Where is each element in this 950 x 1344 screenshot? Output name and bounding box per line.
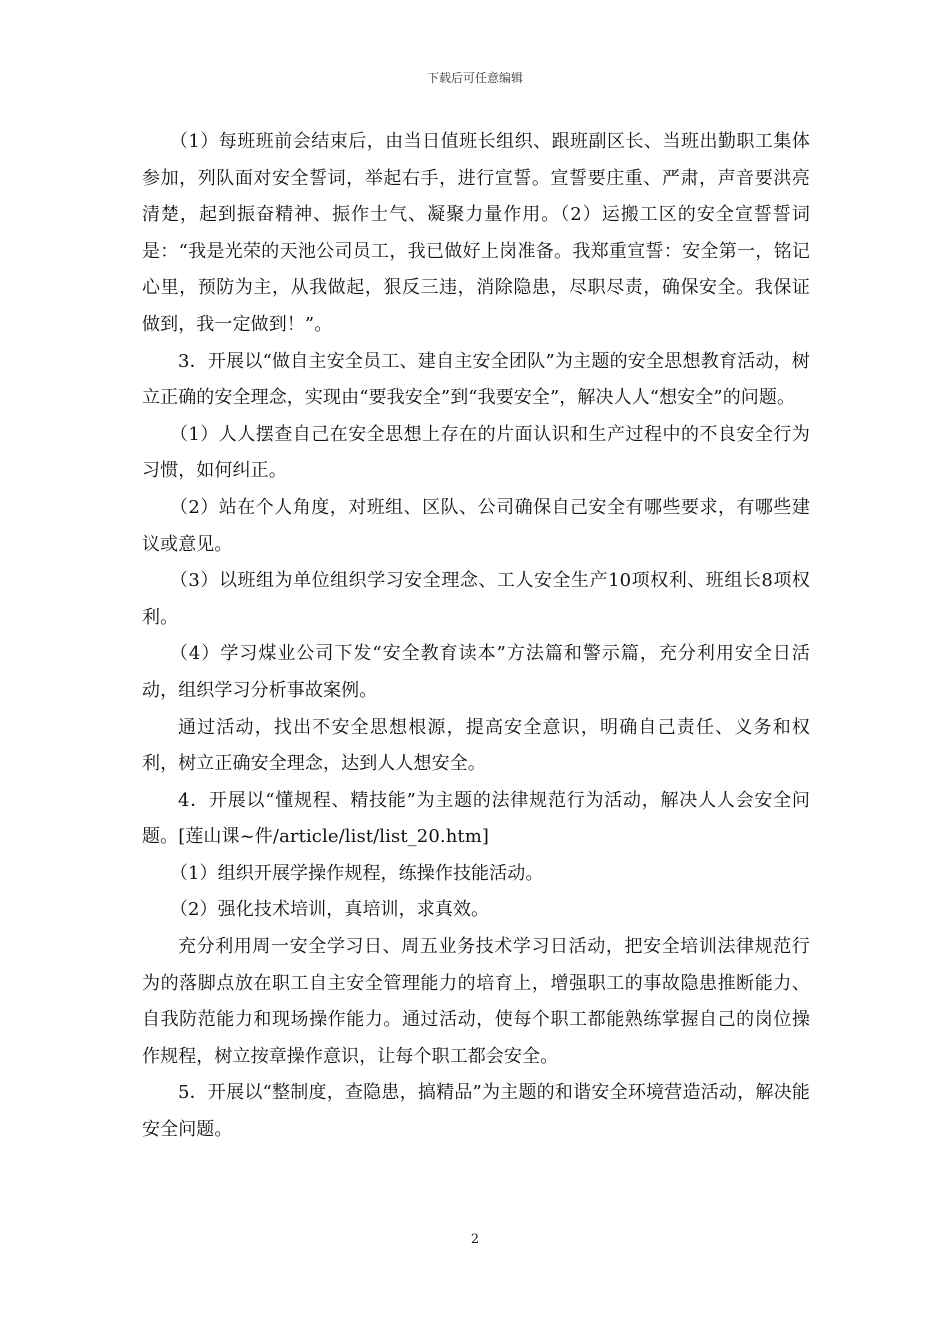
page-number: 2	[470, 1232, 480, 1247]
paragraph-section-5: 5．开展以“整制度，查隐患，搞精品”为主题的和谐安全环境营造活动，解决能安全问题。	[142, 1082, 810, 1141]
paragraph-item-1: （1）人人摆查自己在安全思想上存在的片面认识和生产过程中的不良安全行为习惯，如何纠正。	[142, 423, 810, 482]
paragraph-item-4: （4）学习煤业公司下发“安全教育读本”方法篇和警示篇，充分利用安全日活动，组织学习分析事故案例。	[142, 643, 810, 701]
paragraph-item-3: （3）以班组为单位组织学习安全理念、工人安全生产10项权利、班组长8项权利。	[142, 570, 810, 628]
paragraph-summary-3: 通过活动，找出不安全思想根源，提高安全意识，明确自己责任、义务和权利，树立正确安全理念，达到人人想安全。	[142, 716, 810, 775]
paragraph-item-4-1: （1）组织开展学操作规程，练操作技能活动。	[169, 862, 544, 884]
document-body	[142, 124, 810, 1149]
paragraph-item-4-2: （2）强化技术培训，真培训，求真效。	[169, 899, 490, 921]
paragraph-section-4: 4．开展以“懂规程、精技能”为主题的法律规范行为活动，解决人人会安全问题。[莲山课~件/article/list/list_20.htm]	[142, 789, 810, 848]
paragraph-section-3: 3．开展以“做自主安全员工、建自主安全团队”为主题的安全思想教育活动，树立正确的安全理念，实现由“要我安全”到“我要安全”，解决人人“想安全”的问题。	[142, 350, 810, 409]
paragraph-item-2: （2）站在个人角度，对班组、区队、公司确保自己安全有哪些要求，有哪些建议或意见。	[142, 496, 810, 555]
page-header: 下载后可任意编辑	[426, 71, 523, 85]
paragraph-oath-procedure: （1）每班班前会结束后，由当日值班长组织、跟班副区长、当班出勤职工集体参加，列队面对安全誓词，举起右手，进行宣誓。宣誓要庄重、严肃，声音要洪亮清楚，起到振奋精神、振作士气、凝聚力量作用。（2）运搬工区的安全宣誓誓词是：“我是光荣的天池公司员工，我已做好上岗准备。我郑重宣誓：安全第一，铭记心里，预防为主，从我做起，狠反三违，消除隐患，尽职尽责，确保安全。我保证做到，我一定做到！”。	[142, 131, 810, 335]
paragraph-summary-4: 充分利用周一安全学习日、周五业务技术学习日活动，把安全培训法律规范行为的落脚点放在职工自主安全管理能力的培育上，增强职工的事故隐患推断能力、自我防范能力和现场操作能力。通过活动，使每个职工都能熟练掌握自己的岗位操作规程，树立按章操作意识，让每个职工都会安全。	[142, 936, 810, 1067]
